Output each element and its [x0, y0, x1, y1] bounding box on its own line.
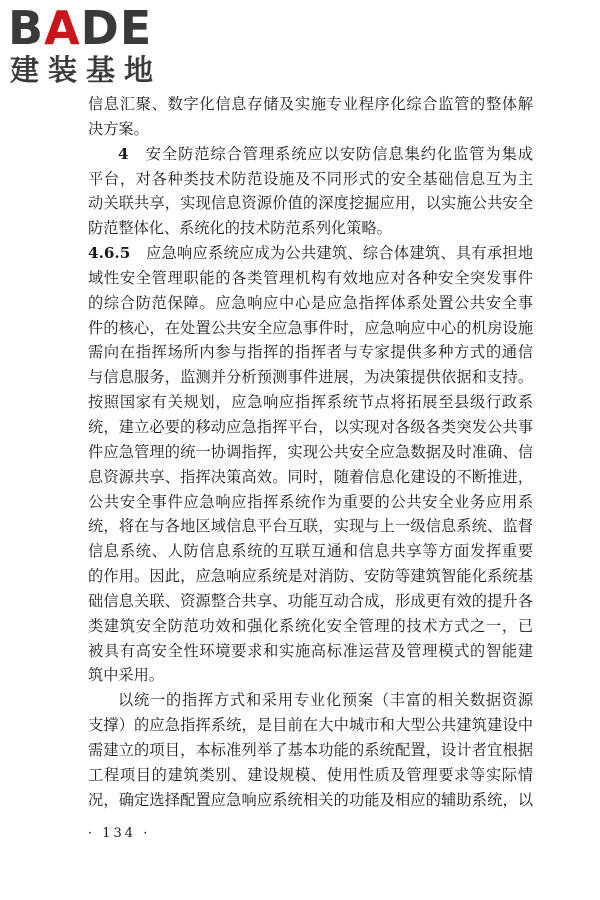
text-line: 筑中采用。 — [88, 666, 164, 685]
text-line: 防范整体化、系统化的技术防范系列化策略。 — [88, 219, 392, 238]
text-line: 域性安全管理职能的各类管理机构有效地应对各种安全突发事件 — [88, 268, 533, 287]
text-line: 信息汇聚、数字化信息存储及实施专业程序化综合监管的整体解 — [88, 95, 533, 113]
paragraph-first-line: 以统一的指挥方式和采用专业化预案（丰富的相关数据资源 — [118, 691, 533, 710]
bade-logo — [8, 1, 183, 96]
text-line: 需向在指挥场所内参与指挥的指挥者与专家提供多种方式的通信 — [88, 343, 533, 362]
text-line: 动关联共享，实现信息资源价值的深度挖掘应用，以实施公共安全 — [88, 194, 533, 213]
text-line: 支撑）的应急指挥系统，是目前在大中城市和大型公共建筑建设中 — [88, 716, 533, 735]
text-line: 公共安全事件应急响应指挥系统作为重要的公共安全业务应用系 — [88, 492, 533, 511]
text-line: 需建立的项目，本标准列举了基本功能的系统配置，设计者宜根据 — [88, 740, 533, 759]
logo-wordmark: BADE — [8, 1, 153, 55]
text-line: 础信息关联、资源整合共享、功能互动合成，形成更有效的提升各 — [88, 591, 533, 610]
text-line: 件应急管理的统一协调指挥，实现公共安全应急数据及时准确、信 — [88, 442, 533, 461]
text-line: 况，确定选择配置应急响应系统相关的功能及相应的辅助系统，以 — [88, 790, 533, 809]
text-line: 信息系统、人防信息系统的互联互通和信息共享等方面发挥重要 — [88, 542, 533, 561]
text-line: 统，建立必要的移动应急指挥平台，以实现对各级各类突发公共事 — [88, 417, 533, 436]
text-line: 工程项目的建筑类别、建设规模、使用性质及管理要求等实际情 — [88, 765, 533, 784]
text-line: 的作用。因此，应急响应系统是对消防、安防等建筑智能化系统基 — [88, 567, 533, 586]
document-body — [88, 92, 533, 812]
text-line: 统，将在与各地区域信息平台互联，实现与上一级信息系统、监督 — [88, 517, 533, 536]
item-number: 4 — [118, 144, 129, 163]
text-line: 按照国家有关规划，应急响应指挥系统节点将拓展至县级行政系 — [88, 393, 533, 412]
text-line: 息资源共享、指挥决策高效。同时，随着信息化建设的不断推进， — [88, 467, 533, 486]
page-number: · 134 · — [88, 826, 151, 841]
text-line: 类建筑安全防范功效和强化系统化安全管理的技术方式之一，已 — [88, 616, 533, 635]
text-line: 的综合防范保障。应急响应中心是应急指挥体系处置公共安全事 — [88, 293, 533, 312]
text-line: 被具有高安全性环境要求和实施高标准运营及管理模式的智能建 — [88, 641, 533, 660]
item-4-first-line: 4 安全防范综合管理系统应以安防信息集约化监管为集成 — [118, 144, 534, 163]
logo-accent-letter: A — [44, 1, 81, 55]
logo-chinese-name: 建装基地 — [10, 53, 163, 87]
text-line: 决方案。 — [88, 119, 149, 138]
section-4-6-5-first-line: 4.6.5 应急响应系统应成为公共建筑、综合体建筑、具有承担地 — [88, 244, 534, 263]
text-line: 件的核心，在处置公共安全应急事件时，应急响应中心的机房设施 — [88, 318, 533, 337]
text-line: 与信息服务，监测并分析预测事件进展，为决策提供依据和支持。 — [88, 368, 533, 387]
text-line: 平台，对各种类技术防范设施及不同形式的安全基础信息互为主 — [88, 169, 533, 188]
section-number: 4.6.5 — [88, 244, 131, 263]
